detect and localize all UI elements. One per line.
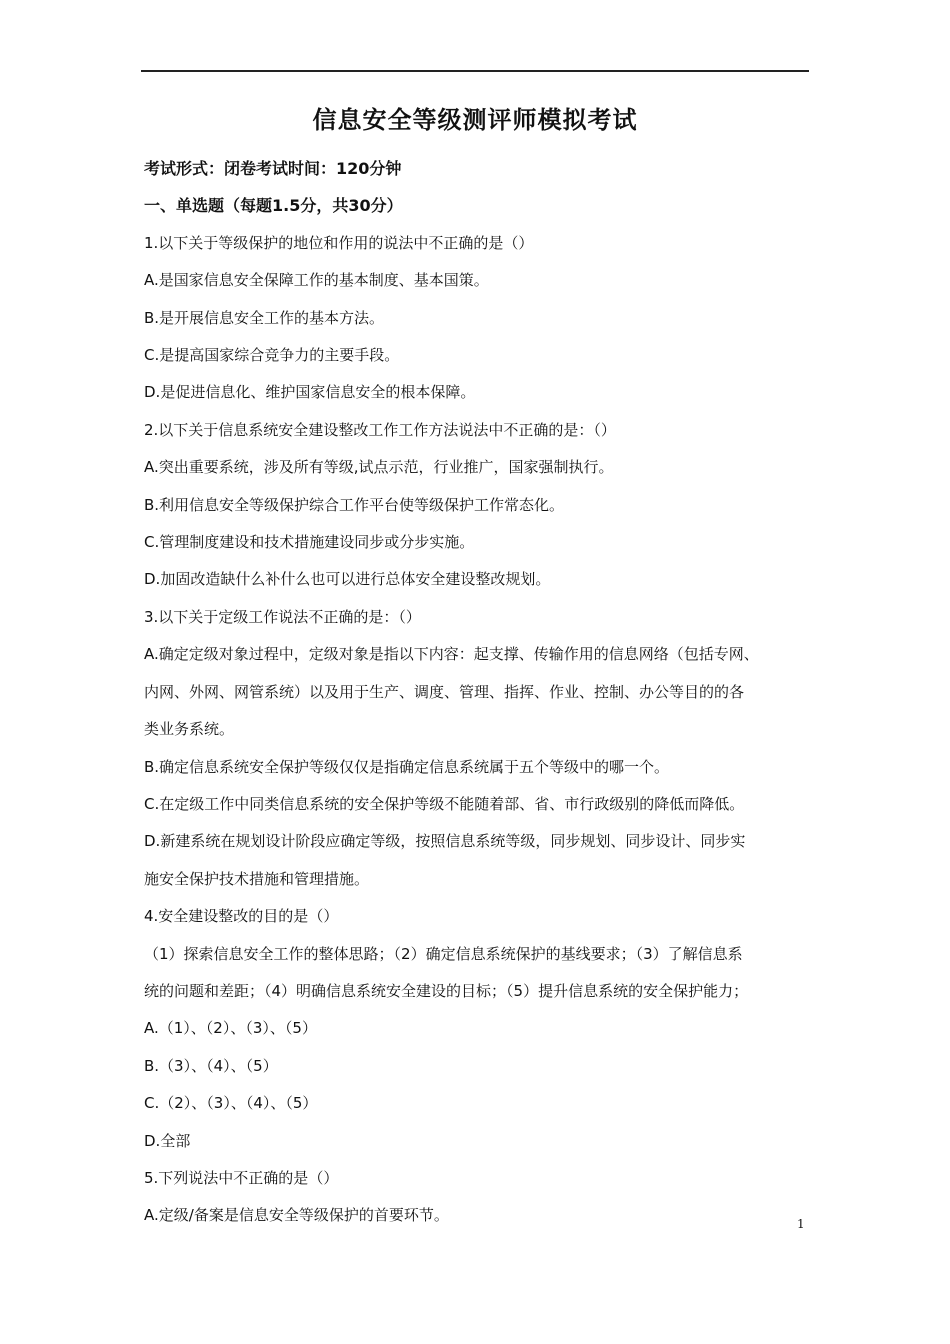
q4-option-c: C.（2）、（3）、（4）、（5）: [144, 1094, 318, 1113]
q4-statements-line-1: （1）探索信息安全工作的整体思路；（2）确定信息系统保护的基线要求；（3）了解信息系: [144, 944, 743, 963]
q3-option-a-line-3: 类业务系统。: [144, 720, 235, 739]
section-heading: 一、单选题（每题1.5分，共30分）: [144, 196, 403, 216]
document-title: 信息安全等级测评师模拟考试: [312, 106, 638, 134]
q3-option-c: C.在定级工作中同类信息系统的安全保护等级不能随着部、省、市行政级别的降低而降低。: [144, 794, 745, 813]
q1-option-a: A.是国家信息安全保障工作的基本制度、基本国策。: [144, 271, 489, 290]
q2-option-b: B.利用信息安全等级保护综合工作平台使等级保护工作常态化。: [144, 495, 565, 514]
q4-statements-line-2: 统的问题和差距；（4）明确信息系统安全建设的目标；（5）提升信息系统的安全保护能力；: [144, 981, 749, 1000]
question-5: 5.下列说法中不正确的是（）: [144, 1168, 339, 1187]
header-rule: [141, 70, 809, 72]
page-number: 1: [797, 1217, 805, 1231]
q1-option-c: C.是提高国家综合竞争力的主要手段。: [144, 346, 400, 365]
question-3: 3.以下关于定级工作说法不正确的是：（）: [144, 607, 421, 626]
q3-option-a-line-1: A.确定定级对象过程中，定级对象是指以下内容：起支撑、传输作用的信息网络（包括专网、: [144, 645, 759, 664]
q5-option-a: A.定级/备案是信息安全等级保护的首要环节。: [144, 1206, 449, 1225]
q1-option-d: D.是促进信息化、维护国家信息安全的根本保障。: [144, 383, 476, 402]
q4-option-d: D.全部: [144, 1131, 191, 1150]
q4-option-a: A.（1）、（2）、（3）、（5）: [144, 1019, 317, 1038]
document-body: [144, 150, 819, 1235]
q2-option-d: D.加固改造缺什么补什么也可以进行总体安全建设整改规划。: [144, 570, 551, 589]
question-4: 4.安全建设整改的目的是（）: [144, 907, 339, 926]
q3-option-d-line-1: D.新建系统在规划设计阶段应确定等级，按照信息系统等级，同步规划、同步设计、同步实: [144, 832, 746, 851]
q3-option-b: B.确定信息系统安全保护等级仅仅是指确定信息系统属于五个等级中的哪一个。: [144, 757, 670, 776]
exam-format-line: 考试形式：闭卷考试时间：120分钟: [144, 159, 402, 178]
q2-option-c: C.管理制度建设和技术措施建设同步或分步实施。: [144, 533, 475, 552]
q2-option-a: A.突出重要系统，涉及所有等级,试点示范，行业推广，国家强制执行。: [144, 458, 614, 477]
question-1: 1.以下关于等级保护的地位和作用的说法中不正确的是（）: [144, 233, 534, 252]
question-2: 2.以下关于信息系统安全建设整改工作工作方法说法中不正确的是：（）: [144, 420, 616, 439]
q1-option-b: B.是开展信息安全工作的基本方法。: [144, 308, 385, 327]
q3-option-a-line-2: 内网、外网、网管系统）以及用于生产、调度、管理、指挥、作业、控制、办公等目的的各: [144, 682, 745, 701]
q3-option-d-line-2: 施安全保护技术措施和管理措施。: [144, 869, 370, 888]
q4-option-b: B.（3）、（4）、（5）: [144, 1056, 278, 1075]
